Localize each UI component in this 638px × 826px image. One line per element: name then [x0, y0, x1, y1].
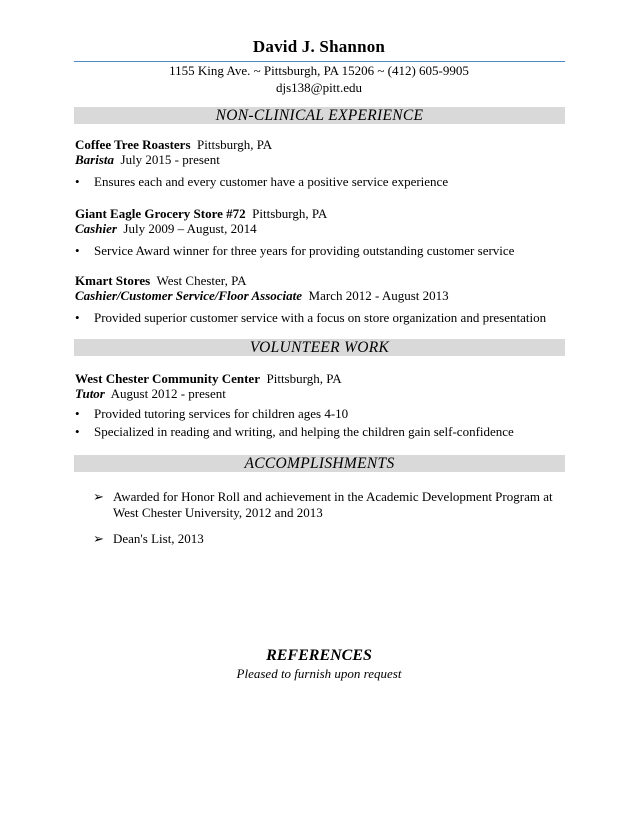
bullet-marker: • [75, 424, 80, 439]
job-1-location: Pittsburgh, PA [197, 137, 273, 152]
job-1-heading [75, 137, 272, 153]
job-3-position: Cashier/Customer Service/Floor Associate [75, 288, 303, 303]
job-1-employer: Coffee Tree Roasters [75, 137, 191, 152]
job-1-bullet-text: Ensures each and every customer have a positive service experience [94, 174, 449, 189]
volunteer-heading [75, 371, 342, 387]
job-1-position: Barista [75, 152, 115, 167]
job-2-role [75, 221, 257, 237]
job-3-dates: March 2012 - August 2013 [308, 288, 449, 303]
section-accomplishments-title: ACCOMPLISHMENTS [74, 455, 565, 472]
volunteer-employer: West Chester Community Center [75, 371, 260, 386]
accomplishment-1-text: Awarded for Honor Roll and achievement in the Academic Development Program at West Chester University, 2012 and 2013 [113, 489, 553, 520]
contact-email: djs138@pitt.edu [276, 80, 362, 95]
job-3-heading [75, 273, 247, 289]
bullet-marker: • [75, 406, 80, 421]
candidate-name: David J. Shannon [252, 37, 386, 56]
volunteer-role [75, 386, 226, 402]
volunteer-bullet-2-text: Specialized in reading and writing, and helping the children gain self-confidence [94, 424, 514, 439]
bullet-marker: • [75, 174, 80, 189]
job-3-role [75, 288, 449, 304]
job-3-bullet-text: Provided superior customer service with a focus on store organization and presentation [94, 310, 547, 325]
arrow-bullet-icon: ➢ [93, 531, 104, 546]
job-3-location: West Chester, PA [156, 273, 247, 288]
bullet-marker: • [75, 310, 80, 325]
job-2-position: Cashier [75, 221, 117, 236]
references-title: REFERENCES [266, 647, 372, 664]
job-1-dates: July 2015 - present [120, 152, 220, 167]
volunteer-position: Tutor [75, 386, 105, 401]
job-2-employer: Giant Eagle Grocery Store #72 [75, 206, 246, 221]
volunteer-dates: August 2012 - present [110, 386, 226, 401]
job-2-bullet-text: Service Award winner for three years for providing outstanding customer service [94, 243, 515, 258]
job-1-role [75, 152, 220, 168]
volunteer-bullet-1-text: Provided tutoring services for children ages 4-10 [94, 406, 349, 421]
accomplishment-2-text: Dean's List, 2013 [113, 531, 204, 546]
job-2-dates: July 2009 – August, 2014 [123, 221, 257, 236]
bullet-marker: • [75, 243, 80, 258]
job-2-location: Pittsburgh, PA [252, 206, 328, 221]
volunteer-location: Pittsburgh, PA [266, 371, 342, 386]
job-2-heading [75, 206, 327, 222]
references-note: Pleased to furnish upon request [236, 666, 402, 681]
arrow-bullet-icon: ➢ [93, 489, 104, 504]
job-3-employer: Kmart Stores [75, 273, 151, 288]
header-divider [74, 61, 565, 62]
section-volunteer-title: VOLUNTEER WORK [74, 339, 565, 356]
contact-address: 1155 King Ave. ~ Pittsburgh, PA 15206 ~ (412) 605-9905 [169, 63, 469, 78]
section-non-clinical-title: NON-CLINICAL EXPERIENCE [74, 107, 565, 124]
